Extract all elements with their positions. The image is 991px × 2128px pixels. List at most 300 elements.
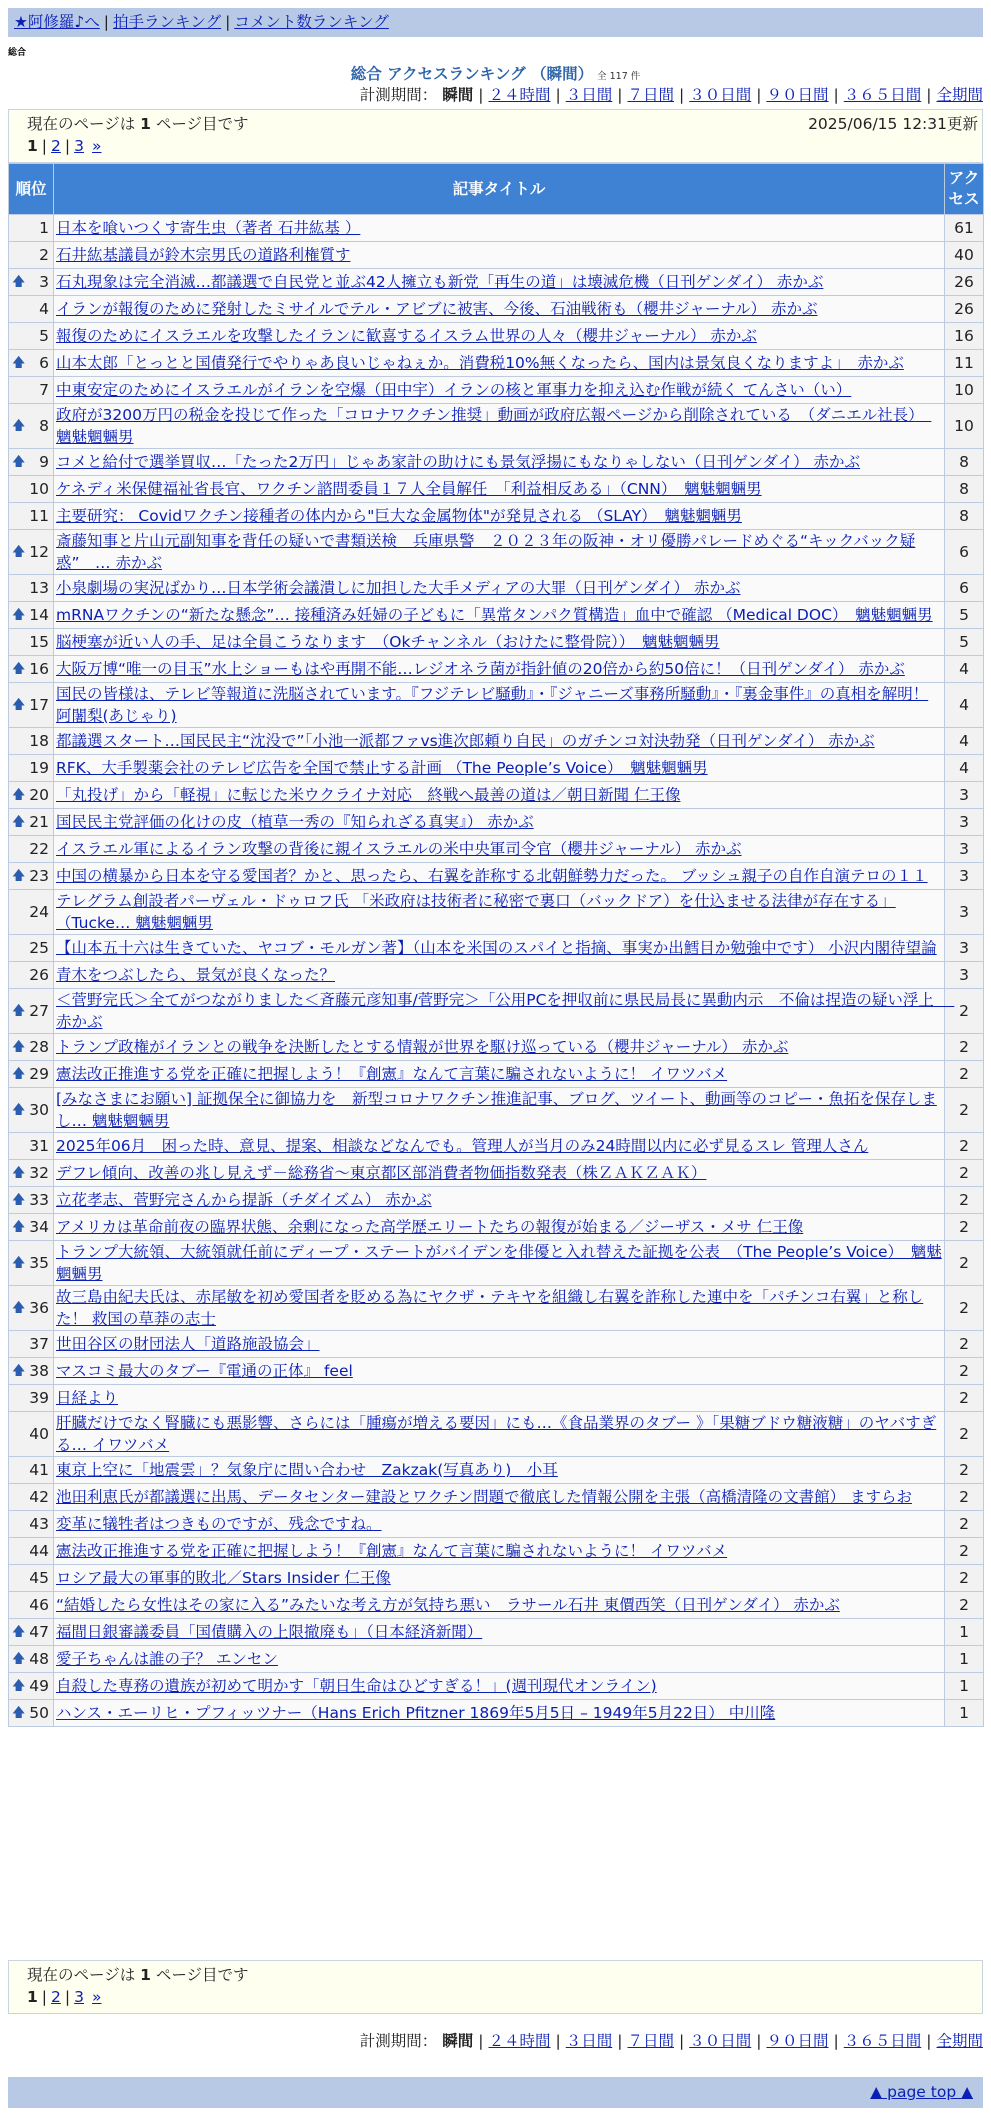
up-arrow-icon: 🡅 [12,1300,26,1316]
rank-number: 43 [29,1515,49,1533]
rank-number: 5 [39,327,49,345]
rank-number: 4 [39,300,49,318]
access-count: 26 [945,269,984,296]
title-cell [54,1286,945,1331]
rank-cell [9,377,54,404]
article-link[interactable]: ロシア最大の軍事的敗北／Stars Insider 仁王像 [56,1569,391,1587]
rank-cell [9,242,54,269]
title-cell [54,1646,945,1673]
footer-bar [8,2077,983,2108]
article-link[interactable]: トランプ政権がイランとの戦争を決断したとする情報が世界を駆け巡っている（櫻井ジャーナル） 赤かぶ [56,1038,789,1056]
table-row [9,1619,984,1646]
rank-number: 25 [29,939,49,957]
rank-number: 11 [29,507,49,525]
rank-number: 2 [39,246,49,264]
rank-cell [9,1241,54,1286]
pager-link-3[interactable]: 3 [74,1988,85,2006]
rank-cell [9,755,54,782]
rank-number: 38 [29,1362,49,1380]
rank-cell [9,323,54,350]
period-selector-bottom: 計測期間： 瞬間 | ２４時間 | ３日間 | ７日間 | ３０日間 | ９０日間 | ３６５日間 | 全期間 [359,2032,983,2050]
rank-number: 49 [29,1677,49,1695]
title-cell [54,782,945,809]
rank-cell [9,1358,54,1385]
table-row [9,728,984,755]
article-link[interactable]: アメリカは革命前夜の臨界状態、余剰になった高学歴エリートたちの報復が始まる／ジーザス・メサ 仁王像 [56,1218,804,1236]
pager-link-3[interactable]: 3 [74,137,85,155]
article-link[interactable]: ＜菅野完氏＞全てがつながりました＜斉藤元彦知事/菅野完＞「公用PCを押収前に県民局長に異動内示 不倫は捏造の疑い浮上 赤かぶ [56,991,955,1031]
rank-cell [9,404,54,449]
title-cell [54,377,945,404]
table-row [9,449,984,476]
title-cell [54,323,945,350]
rank-cell [9,935,54,962]
title-cell [54,935,945,962]
access-count: 2 [945,1187,984,1214]
article-link[interactable]: イスラエル軍によるイラン攻撃の背後に親イスラエルの米中央軍司令官（櫻井ジャーナル） 赤かぶ [56,840,742,858]
up-arrow-icon: 🡅 [12,1003,26,1019]
period-link-3d[interactable]: ３日間 [565,86,613,104]
table-row [9,1088,984,1133]
title-cell [54,1385,945,1412]
table-row [9,890,984,935]
access-count: 2 [945,1331,984,1358]
access-count: 3 [945,809,984,836]
access-count: 10 [945,377,984,404]
table-row [9,683,984,728]
rank-number: 48 [29,1650,49,1668]
title-cell [54,242,945,269]
access-count: 11 [945,350,984,377]
access-count: 10 [945,404,984,449]
access-count: 1 [945,1619,984,1646]
title-cell [54,755,945,782]
title-cell [54,683,945,728]
title-cell [54,1160,945,1187]
access-count: 2 [945,989,984,1034]
period-link-7d[interactable]: ７日間 [627,2032,674,2050]
rank-number: 3 [39,273,49,291]
period-current: 瞬間 [442,2032,474,2050]
period-link-24h[interactable]: ２４時間 [488,2032,551,2050]
pager-current: 1 [27,137,38,155]
title-cell [54,476,945,503]
title-cell [54,836,945,863]
rank-number: 1 [39,219,49,237]
article-link[interactable]: テレグラム創設者パーヴェル・ドゥロフ氏 「米政府は技術者に秘密で裏口（バックドア）を仕込ませる法律が存在する」（Tucke… 魑魅魍魎男 [56,892,896,932]
article-link[interactable]: 愛子ちゃんは誰の子？ エンセン [56,1650,278,1668]
period-link-30d[interactable]: ３０日間 [689,2032,752,2050]
rank-number: 20 [29,786,49,804]
up-arrow-icon: 🡅 [12,868,26,884]
rank-number: 12 [29,543,49,561]
access-count: 1 [945,1700,984,1727]
access-count: 4 [945,728,984,755]
period-selector-top: 計測期間： 瞬間 | ２４時間 | ３日間 | ７日間 | ３０日間 | ９０日間 | ３６５日間 | 全期間 [359,86,983,104]
table-row [9,1133,984,1160]
rank-number: 17 [29,696,49,714]
access-count: 26 [945,296,984,323]
access-count: 6 [945,530,984,575]
access-count: 2 [945,1034,984,1061]
comment-ranking-link[interactable]: コメント数ランキング [234,13,389,31]
article-link[interactable]: 【山本五十六は生きていた、ヤコブ・モルガン著】（山本を米国のスパイと指摘、事実か出鱈目か勉強中です） 小沢内閣待望論 [56,939,937,957]
access-count: 2 [945,1241,984,1286]
up-arrow-icon: 🡅 [12,1219,26,1235]
table-row [9,1187,984,1214]
up-arrow-icon: 🡅 [12,1255,26,1271]
table-row [9,1484,984,1511]
rank-cell [9,962,54,989]
rank-cell [9,629,54,656]
rank-number: 39 [29,1389,49,1407]
article-link[interactable]: RFK、大手製薬会社のテレビ広告を全国で禁止する計画 （The People’s Voice） 魑魅魍魎男 [56,759,708,777]
table-row [9,215,984,242]
pager-link-2[interactable]: 2 [51,137,61,155]
article-link[interactable]: 中国の横暴から日本を守る愛国者？かと、思ったら、右翼を詐称する北朝鮮勢力だった。 ブッシュ親子の自作自演テロの１１ [56,867,928,885]
article-link[interactable]: 変革に犠牲者はつきものですが、残念ですね。 [56,1515,382,1533]
access-count: 61 [945,215,984,242]
access-count: 2 [945,1088,984,1133]
period-link-all[interactable]: 全期間 [936,2032,983,2050]
article-link[interactable]: 自殺した専務の遺族が初めて明かす「朝日生命はひどすぎる！」(週刊現代オンライン) [56,1677,657,1695]
rank-cell [9,683,54,728]
table-row [9,1241,984,1286]
up-arrow-icon: 🡅 [12,355,26,371]
access-count: 4 [945,656,984,683]
title-cell [54,1673,945,1700]
rank-cell [9,1187,54,1214]
table-row [9,242,984,269]
article-link[interactable]: 政府が3200万円の税金を投じて作った「コロナワクチン推奨」動画が政府広報ページから削除されている （ダニエル社長） 魑魅魍魎男 [56,406,932,446]
rank-cell [9,350,54,377]
rank-number: 36 [29,1299,49,1317]
page-info-text: 現在のページは 1 ページ目です [27,115,249,133]
rank-number: 8 [39,417,49,435]
period-link-24h[interactable]: ２４時間 [488,86,551,104]
period-link-7d[interactable]: ７日間 [627,86,674,104]
title-cell [54,1214,945,1241]
up-arrow-icon: 🡅 [12,607,26,623]
access-count: 3 [945,863,984,890]
title-cell [54,1457,945,1484]
article-link[interactable]: 肝臓だけでなく腎臓にも悪影響、さらには「腫瘍が増える要因」にも…《食品業界のタブー 》「果糖ブドウ糖液糖」のヤバすぎる… イワツバメ [56,1414,937,1454]
period-link-365d[interactable]: ３６５日間 [843,2032,922,2050]
title-cell [54,863,945,890]
access-count: 1 [945,1673,984,1700]
table-row [9,1592,984,1619]
rank-number: 9 [39,453,49,471]
rank-number: 29 [29,1065,49,1083]
title-cell [54,1241,945,1286]
rank-number: 19 [29,759,49,777]
access-count: 40 [945,242,984,269]
article-link[interactable]: イランが報復のために発射したミサイルでテル・アビブに被害、今後、石油戦術も（櫻井ジャーナル） 赤かぶ [56,300,818,318]
access-count: 3 [945,935,984,962]
article-link[interactable]: 東京上空に「地震雲」？気象庁に問い合わせ Zakzak(写真あり) 小耳 [56,1461,558,1479]
title-cell [54,1034,945,1061]
article-link[interactable]: 国民民主党評価の化けの皮（植草一秀の『知られざる真実』） 赤かぶ [56,813,534,831]
table-row [9,377,984,404]
title-cell [54,1133,945,1160]
rank-cell [9,1457,54,1484]
up-arrow-icon: 🡅 [12,787,26,803]
page-top-link[interactable]: ▲ page top ▲ [870,2083,973,2101]
up-arrow-icon: 🡅 [12,1102,26,1118]
access-count: 2 [945,1286,984,1331]
title-cell [54,269,945,296]
article-link[interactable]: 報復のためにイスラエルを攻撃したイランに歓喜するイスラム世界の人々（櫻井ジャーナル） 赤かぶ [56,327,757,345]
article-link[interactable]: ハンス・エーリヒ・プフィッツナー（Hans Erich Pfitzner 1869年5月5日 – 1949年5月22日） 中川隆 [56,1704,776,1722]
article-link[interactable]: 大阪万博“唯一の目玉”水上ショーもはや再開不能…レジオネラ菌が指針値の20倍から約50倍に！（日刊ゲンダイ） 赤かぶ [56,660,905,678]
up-arrow-icon: 🡅 [12,454,26,470]
table-row [9,1034,984,1061]
article-link[interactable]: 池田利恵氏が都議選に出馬、データセンター建設とワクチン問題で徹底した情報公開を主張（高橋清隆の文書館） ますらお [56,1488,913,1506]
rank-number: 15 [29,633,49,651]
period-label: 計測期間： [359,2032,438,2050]
rank-number: 13 [29,579,49,597]
article-link[interactable]: “結婚したら女性はその家に入る”みたいな考え方が気持ち悪い ラサール石井 東價西笑（日刊ゲンダイ） 赤かぶ [56,1596,840,1614]
rank-cell [9,476,54,503]
pager-next[interactable]: » [92,137,102,155]
access-count: 8 [945,476,984,503]
article-link[interactable]: 小泉劇場の実況ばかり…日本学術会議潰しに加担した大手メディアの大罪（日刊ゲンダイ） 赤かぶ [56,579,741,597]
period-link-3d[interactable]: ３日間 [565,2032,613,2050]
rank-cell [9,602,54,629]
total-count: 全 117 件 [597,71,641,82]
title-cell [54,404,945,449]
access-count: 8 [945,503,984,530]
up-arrow-icon: 🡅 [12,1066,26,1082]
title-cell [54,1700,945,1727]
table-row [9,1214,984,1241]
period-link-all[interactable]: 全期間 [936,86,983,104]
table-row [9,935,984,962]
article-link[interactable]: 石丸現象は完全消滅…都議選で自民党と並ぶ42人擁立も新党「再生の道」は壊滅危機（日刊ゲンダイ） 赤かぶ [56,273,824,291]
table-row [9,1457,984,1484]
rank-number: 16 [29,660,49,678]
up-arrow-icon: 🡅 [12,1165,26,1181]
article-link[interactable]: 脳梗塞が近い人の手、足は全員こうなります （Okチャンネル（おけたに整骨院）） 魑魅魍魎男 [56,633,720,651]
pager-current: 1 [27,1988,38,2006]
access-count: 6 [945,575,984,602]
page-title-text: 総合 アクセスランキング （瞬間） [350,65,594,83]
rank-cell [9,1538,54,1565]
pager-top: 1 | 2 | 3 » [27,137,102,155]
period-link-90d[interactable]: ９０日間 [766,2032,829,2050]
pager-next[interactable]: » [92,1988,102,2006]
article-link[interactable]: 憲法改正推進する党を正確に把握しよう！『創憲』なんて言葉に騙されないように！ イワツバメ [56,1065,728,1083]
rank-number: 33 [29,1191,49,1209]
article-link[interactable]: 山本太郎「とっとと国債発行でやりゃあ良いじゃねぇか。消費税10%無くなったら、国内は景気良くなりますよ」 赤かぶ [56,354,904,372]
title-cell [54,575,945,602]
access-count: 4 [945,755,984,782]
rank-cell [9,728,54,755]
up-arrow-icon: 🡅 [12,1192,26,1208]
rank-cell [9,1700,54,1727]
rank-number: 6 [39,354,49,372]
up-arrow-icon: 🡅 [12,418,26,434]
access-count: 2 [945,1214,984,1241]
article-link[interactable]: 2025年06月 困った時、意見、提案、相談などなんでも。管理人が当月のみ24時間以内に必ず見るスレ 管理人さん [56,1137,869,1155]
rank-number: 23 [29,867,49,885]
pager-bottom: 1 | 2 | 3 » [27,1988,102,2006]
rank-cell [9,1034,54,1061]
ranking-table-body [9,215,984,1727]
table-row [9,323,984,350]
table-row [9,989,984,1034]
table-row [9,1673,984,1700]
up-arrow-icon: 🡅 [12,1624,26,1640]
rank-cell [9,1565,54,1592]
table-row [9,1160,984,1187]
rank-number: 27 [29,1002,49,1020]
article-link[interactable]: 日本を喰いつくす寄生虫（著者 石井紘基 ） [56,219,361,237]
access-count: 2 [945,1358,984,1385]
home-link[interactable]: ★阿修羅♪へ [14,13,100,31]
title-cell [54,656,945,683]
up-arrow-icon: 🡅 [12,1678,26,1694]
rank-number: 41 [29,1461,49,1479]
article-link[interactable]: 立花孝志、菅野完さんから提訴（チダイズム） 赤かぶ [56,1191,432,1209]
title-cell [54,1061,945,1088]
article-link[interactable]: コメと給付で選挙買収…「たった2万円」じゃあ家計の助けにも景気浮揚にもなりゃしない（日刊ゲンダイ） 赤かぶ [56,453,861,471]
rank-cell [9,782,54,809]
article-link[interactable]: マスコミ最大のタブー『電通の正体』 feel [56,1362,353,1380]
article-link[interactable]: 国民の皆様は、テレビ等報道に洗脳されています。『フジテレビ騒動』・『ジャニーズ事務所騒動』・『裏金事件』の真相を解明！ 阿闍梨(あじゃり) [56,685,929,725]
clap-ranking-link[interactable]: 拍手ランキング [113,13,222,31]
title-cell [54,530,945,575]
table-row [9,1412,984,1457]
table-row [9,1700,984,1727]
access-count: 4 [945,683,984,728]
rank-number: 40 [29,1425,49,1443]
access-count: 5 [945,629,984,656]
article-link[interactable]: 石井紘基議員が鈴木宗男氏の道路利権質す [56,246,351,264]
table-row [9,1358,984,1385]
period-link-90d[interactable]: ９０日間 [766,86,829,104]
table-row [9,836,984,863]
table-row [9,755,984,782]
title-cell [54,989,955,1034]
article-link[interactable]: トランプ大統領、大統領就任前にディープ・ステートがバイデンを俳優と入れ替えた証拠を公表 （The People’s Voice） 魑魅魍魎男 [56,1243,942,1283]
up-arrow-icon: 🡅 [12,1363,26,1379]
title-cell [54,890,945,935]
article-link[interactable]: 日経より [56,1389,119,1407]
page-info-bottom [8,1960,983,2014]
up-arrow-icon: 🡅 [12,274,26,290]
article-link[interactable]: 福間日銀審議委員「国債購入の上限撤廃も」（日本経済新聞） [56,1623,483,1641]
access-count: 2 [945,1592,984,1619]
updated-timestamp: 2025/06/15 12:31更新 [808,115,978,133]
period-link-30d[interactable]: ３０日間 [689,86,752,104]
table-row [9,1331,984,1358]
article-link[interactable]: 都議選スタート…国民民主“沈没で”「小池一派都ファvs進次郎頼り自民」のガチンコ対決勃発（日刊ゲンダイ） 赤かぶ [56,732,875,750]
table-row [9,269,984,296]
title-cell [54,449,945,476]
article-link[interactable]: [みなさまにお願い] 証拠保全に御協力を 新型コロナワクチン推進記事、ブログ、ツイート、動画等のコピー・魚拓を保存しまし… 魑魅魍魎男 [56,1090,937,1130]
article-link[interactable]: 世田谷区の財団法人「道路施設協会」 [56,1335,320,1353]
article-link[interactable]: 青木をつぶしたら、景気が良くなった？ [56,966,336,984]
header-count: アクセス [945,164,984,215]
up-arrow-icon: 🡅 [12,697,26,713]
access-count: 2 [945,1133,984,1160]
access-count: 8 [945,449,984,476]
table-row [9,782,984,809]
title-cell [54,1565,945,1592]
rank-cell [9,890,54,935]
table-row [9,629,984,656]
separator: | [225,13,231,31]
rank-cell [9,1484,54,1511]
period-label: 計測期間： [359,86,438,104]
rank-number: 28 [29,1038,49,1056]
rank-cell [9,809,54,836]
title-cell [54,1511,945,1538]
period-link-365d[interactable]: ３６５日間 [843,86,922,104]
rank-cell [9,575,54,602]
rank-number: 32 [29,1164,49,1182]
article-link[interactable]: 故三島由紀夫氏は、赤尾敏を初め愛国者を貶める為にヤクザ・テキヤを組織し右翼を詐称した連中を「パチンコ右翼」と称した！ 救国の草莽の志士 [56,1288,924,1328]
pager-link-2[interactable]: 2 [51,1988,61,2006]
access-count: 2 [945,1484,984,1511]
rank-cell [9,296,54,323]
title-cell [54,1358,945,1385]
article-link[interactable]: 主要研究： Covidワクチン接種者の体内から"巨大な金属物体"が発見される （SLAY） 魑魅魍魎男 [56,507,742,525]
period-current: 瞬間 [442,86,474,104]
rank-number: 21 [29,813,49,831]
rank-number: 37 [29,1335,49,1353]
rank-number: 35 [29,1254,49,1272]
table-row [9,1286,984,1331]
article-link[interactable]: mRNAワクチンの“新たな懸念”… 接種済み妊婦の子どもに「異常タンパク質構造」血中で確認 （Medical DOC） 魑魅魍魎男 [56,606,933,624]
rank-cell [9,1673,54,1700]
table-row [9,1061,984,1088]
rank-cell [9,1160,54,1187]
access-count: 16 [945,323,984,350]
rank-cell [9,1412,54,1457]
up-arrow-icon: 🡅 [12,544,26,560]
article-link[interactable]: ケネディ米保健福祉省長官、ワクチン諮問委員１７人全員解任 「利益相反ある」（CNN） 魑魅魍魎男 [56,480,762,498]
title-cell [54,215,945,242]
article-link[interactable]: 「丸投げ」から「軽視」に転じた米ウクライナ対応 終戦へ最善の道は／朝日新聞 仁王像 [56,786,681,804]
separator: | [103,13,110,31]
article-link[interactable]: 憲法改正推進する党を正確に把握しよう！『創憲』なんて言葉に騙されないように！ イワツバメ [56,1542,728,1560]
rank-number: 22 [29,840,49,858]
rank-cell [9,1214,54,1241]
rank-cell [9,449,54,476]
access-count: 1 [945,1646,984,1673]
rank-number: 26 [29,966,49,984]
title-cell [54,350,945,377]
rank-number: 44 [29,1542,49,1560]
article-link[interactable]: 斎藤知事と片山元副知事を背任の疑いで書類送検 兵庫県警 ２０２３年の阪神・オリ優勝パレードめぐる“キックバック疑惑” … 赤かぶ [56,532,916,572]
article-link[interactable]: デフレ傾向、改善の兆し見えず－総務省～東京都区部消費者物価指数発表（株ＺＡＫＺＡＫ） [56,1164,707,1182]
table-row [9,350,984,377]
table-row [9,1538,984,1565]
rank-number: 45 [29,1569,49,1587]
access-count: 2 [945,1061,984,1088]
access-count: 2 [945,1511,984,1538]
table-row [9,656,984,683]
title-cell [54,962,945,989]
table-row [9,476,984,503]
table-row [9,1385,984,1412]
title-cell [54,1484,945,1511]
rank-number: 18 [29,732,49,750]
rank-cell [9,215,54,242]
article-link[interactable]: 中東安定のためにイスラエルがイランを空爆（田中宇）イランの核と軍事力を抑え込む作戦が続く てんさい（い） [56,381,852,399]
